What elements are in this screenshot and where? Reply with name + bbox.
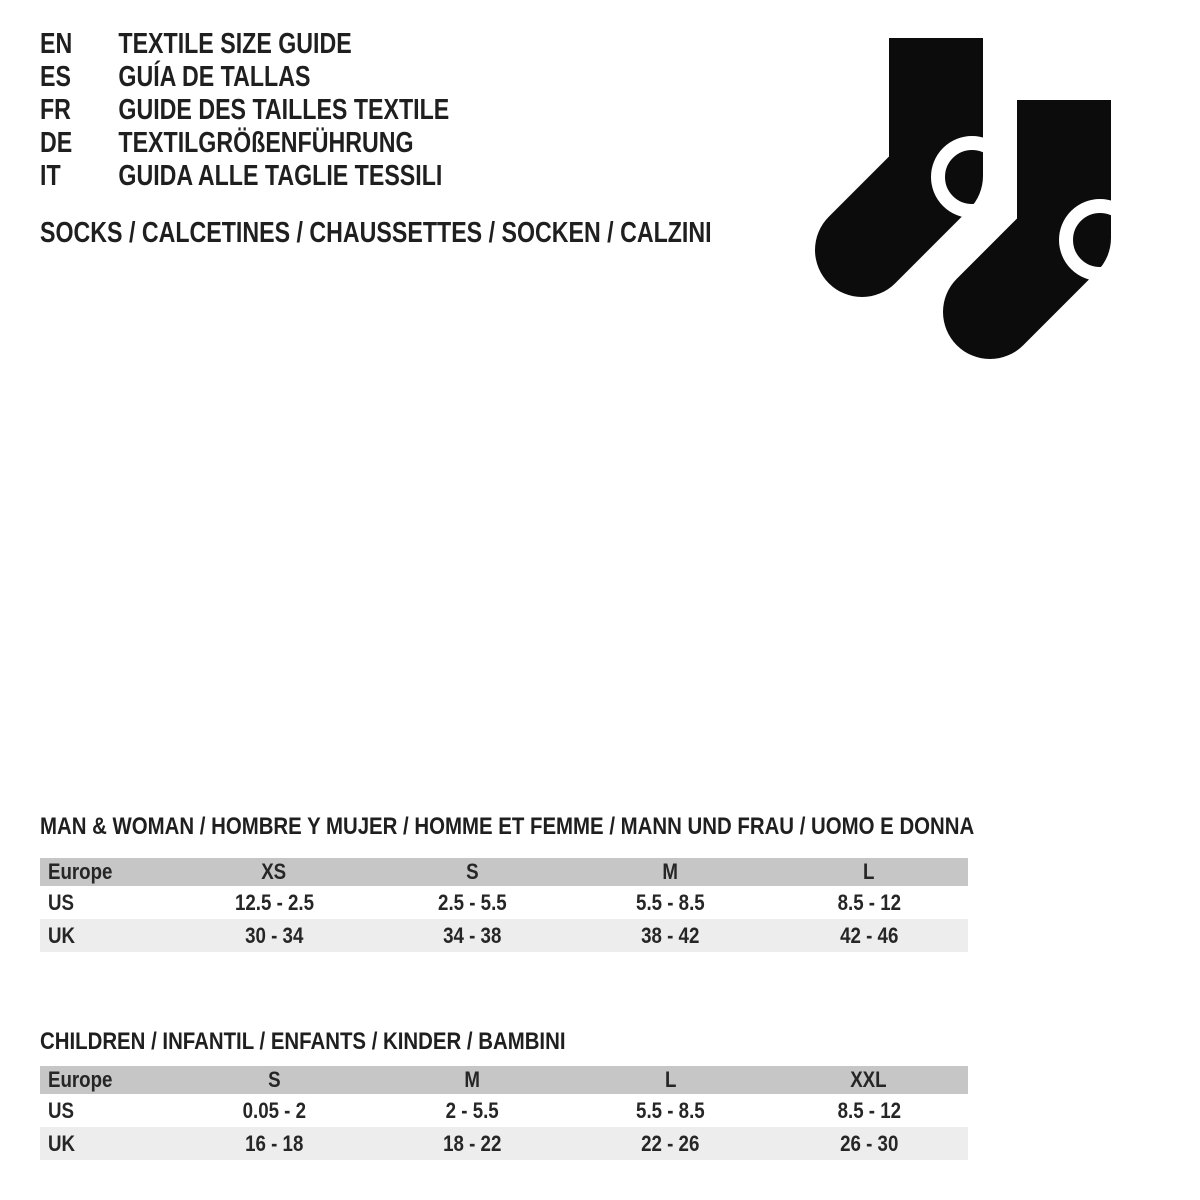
header-cell-region: Europe [48,859,113,884]
size-cell: 5.5 - 8.5 [636,1097,705,1123]
size-cell: 2 - 5.5 [445,1097,499,1123]
table-title-man-woman: MAN & WOMAN / HOMBRE Y MUJER / HOMME ET FEMME / MANN UND FRAU / UOMO E DONNA [40,813,975,840]
header-cell-size: S [466,859,479,884]
language-label: GUIDE DES TAILLES TEXTILE [118,94,450,126]
language-code: FR [40,94,71,126]
size-cell: 12.5 - 2.5 [234,889,314,915]
language-label: TEXTILE SIZE GUIDE [118,28,352,60]
table-row-uk [40,919,968,952]
size-cell: 0.05 - 2 [242,1097,306,1123]
table-row-us [40,1094,968,1127]
size-cell: 16 - 18 [245,1130,304,1156]
language-row-es [40,61,552,94]
row-label: US [48,889,74,915]
table-title-children: CHILDREN / INFANTIL / ENFANTS / KINDER / BAMBINI [40,1028,566,1055]
size-cell: 2.5 - 5.5 [438,889,507,915]
language-code: IT [40,160,61,192]
row-label: UK [48,922,76,948]
table-header-row [40,1066,968,1094]
size-cell: 42 - 46 [839,922,898,948]
language-label: TEXTILGRÖßENFÜHRUNG [118,127,414,159]
header-cell-size: M [464,1067,481,1092]
size-cell: 30 - 34 [245,922,304,948]
language-code: EN [40,28,73,60]
language-row-fr [40,94,552,127]
size-cell: 26 - 30 [839,1130,898,1156]
language-row-en [40,28,552,61]
sock-left [862,38,1006,250]
header-cell-size: M [662,859,679,884]
header-cell-size: S [267,1067,281,1092]
language-label: GUIDA ALLE TAGLIE TESSILI [118,160,443,192]
language-code: ES [40,61,71,93]
category-title: SOCKS / CALCETINES / CHAUSSETTES / SOCKEN / CALZINI [40,217,712,249]
table-row-uk [40,1127,968,1160]
row-label: UK [48,1130,76,1156]
size-cell: 34 - 38 [443,922,502,948]
header-cell-size: L [863,859,875,884]
table-row-us [40,886,968,919]
socks-icon [815,30,1125,360]
table-header-row [40,858,968,886]
language-list [40,28,552,193]
size-cell: 38 - 42 [641,922,700,948]
header-cell-size: XXL [850,1067,888,1092]
size-cell: 18 - 22 [443,1130,502,1156]
header-cell-region: Europe [48,1067,113,1092]
language-row-it [40,160,552,193]
row-label: US [48,1097,74,1123]
size-cell: 22 - 26 [641,1130,700,1156]
language-row-de [40,127,552,160]
header-cell-size: L [664,1067,677,1092]
header-cell-size: XS [261,859,287,884]
size-cell: 8.5 - 12 [837,1097,901,1123]
size-cell: 5.5 - 8.5 [636,889,705,915]
language-label: GUÍA DE TALLAS [118,61,311,93]
size-table-children [40,1066,968,1160]
size-cell: 8.5 - 12 [837,889,901,915]
size-table-man-woman [40,858,968,952]
sock-right [990,100,1125,312]
language-code: DE [40,127,73,159]
